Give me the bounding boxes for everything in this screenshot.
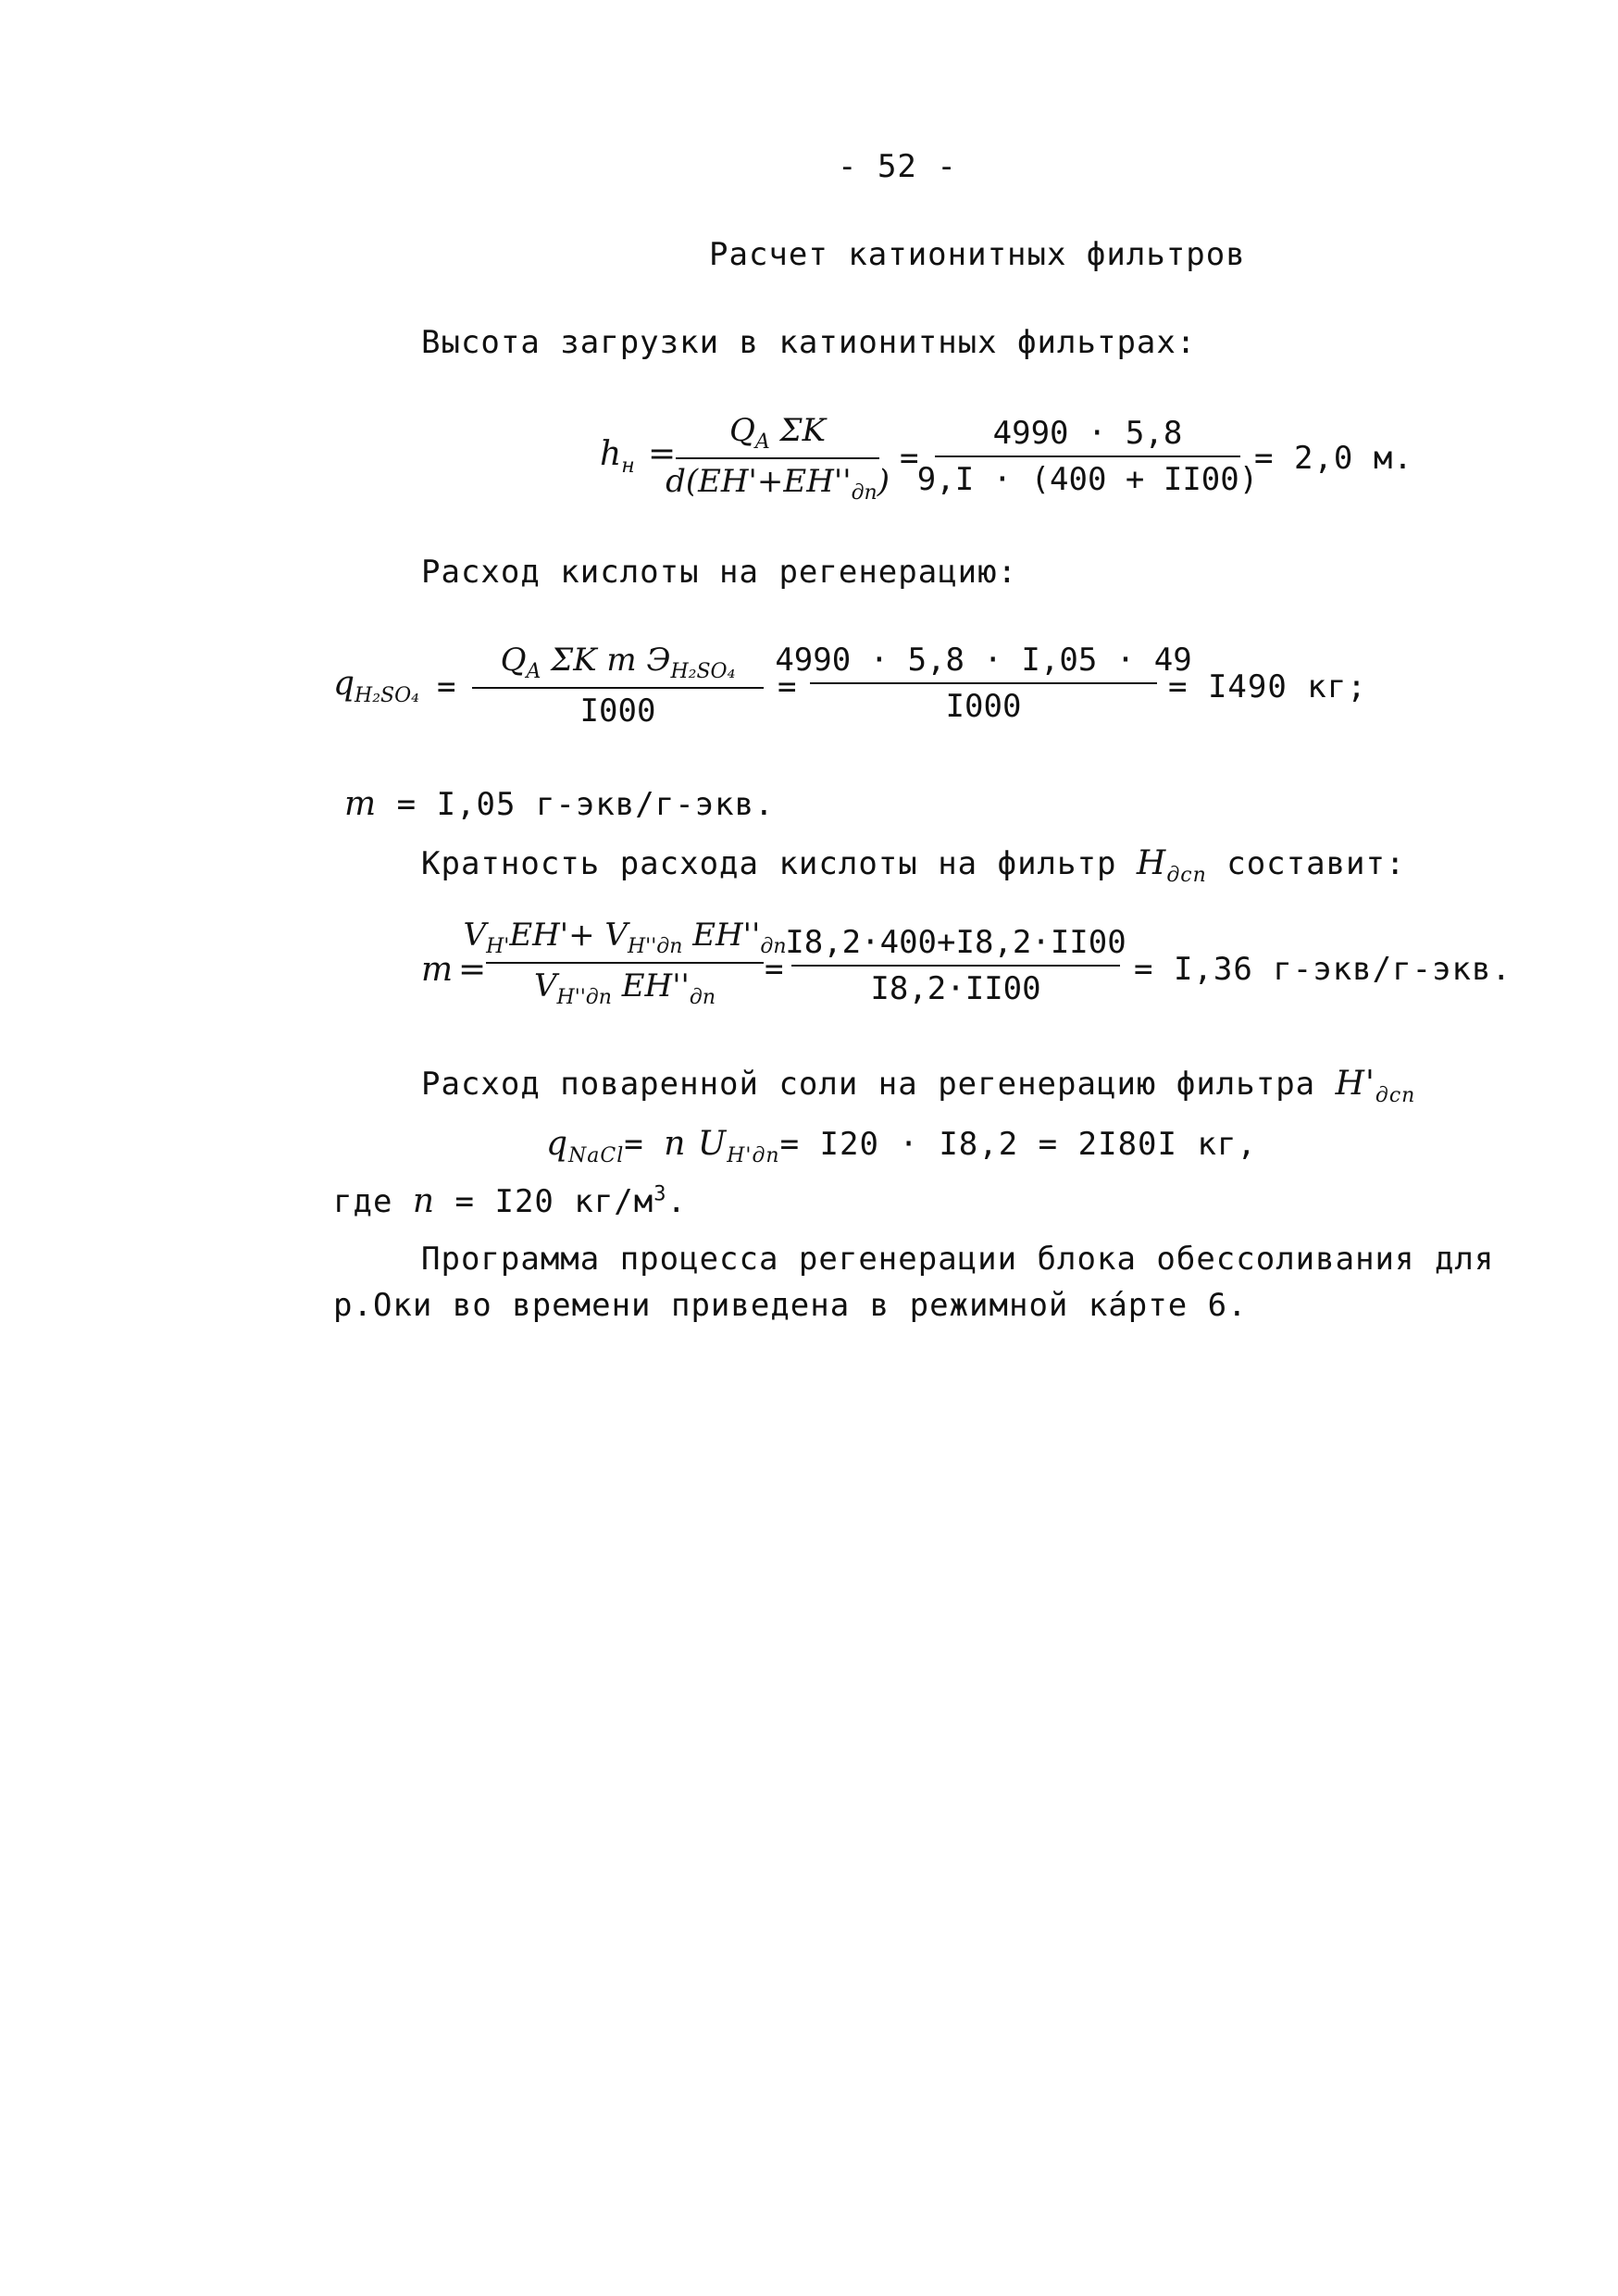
- fraction-denominator: I000: [945, 688, 1022, 725]
- fraction-bar: [810, 682, 1157, 684]
- acid-ratio-definition: m = I,05 г-экв/г-экв.: [344, 785, 775, 823]
- where-line: где n = I20 $кг/м^3$.: [333, 1182, 687, 1220]
- formula-result: = 2,0 м.: [1254, 440, 1413, 477]
- numeric-fraction: [785, 924, 1126, 1007]
- fraction-bar: [486, 962, 764, 964]
- equals-sign: =: [648, 435, 677, 473]
- fraction-bar: [935, 455, 1240, 457]
- fraction-numerator: I8,2·400+I8,2·II00: [785, 924, 1126, 961]
- equals-sign: =: [765, 951, 785, 988]
- fraction-denominator: I000: [579, 692, 656, 730]
- formula-result: = I490 кг;: [1168, 668, 1367, 705]
- paragraph-salt-consumption: Расход поваренной соли на регенерацию фильтра $H'_{дсп}$: [421, 1065, 1416, 1108]
- equals-sign: =: [778, 668, 798, 705]
- section-title: Расчет катионитных фильтров: [709, 236, 1246, 273]
- fraction-denominator: $d(EH'+EH''_{дп})$: [666, 462, 890, 505]
- paragraph-program-line-2: р.Оки во времени приведена в режимной кáрте 6.: [333, 1287, 1248, 1324]
- fraction-bar: [676, 457, 879, 459]
- equals-sign: =: [437, 668, 457, 705]
- equals-sign: =: [458, 951, 487, 989]
- fraction-denominator: $V_{H''дп}$ $EH''_{дп}$: [533, 967, 716, 1009]
- symbolic-fraction: [472, 642, 764, 730]
- fraction-denominator: 9,I · (400 + II00): [916, 461, 1259, 498]
- numeric-fraction: [775, 642, 1192, 725]
- formula-result: = I,36 г-экв/г-экв.: [1134, 951, 1512, 988]
- formula-lhs: $h_н$: [600, 435, 635, 479]
- equals-sign: =: [900, 440, 920, 477]
- paragraph-acid-ratio: Кратность расхода кислоты на фильтр $H_{дсп}$ составит:: [421, 844, 1406, 888]
- formula-lhs: m: [421, 951, 454, 989]
- symbolic-fraction: [463, 917, 787, 1009]
- fraction-denominator: I8,2·II00: [870, 970, 1041, 1007]
- fraction-numerator: $Q_A$ ΣK m $Э_{H_2SO_4}$: [500, 642, 736, 683]
- page-number: - 52 -: [838, 148, 957, 185]
- fraction-numerator: 4990 · 5,8 · I,05 · 49: [775, 642, 1192, 679]
- fraction-numerator: 4990 · 5,8: [992, 415, 1183, 452]
- fraction-numerator: $V_{H'}EH'+ V_{H''дп}$ $EH''_{дп}$: [463, 917, 787, 958]
- paragraph-acid-consumption: Расход кислоты на регенерацию:: [421, 554, 1018, 591]
- fraction-numerator: $Q_A$ ΣK: [728, 412, 826, 454]
- formula-salt-consumption: $q_{NaCl}= n$ $U_{H'дп}= I20 \cdot I8,2 = 2I80I$ кг,: [546, 1125, 1257, 1168]
- paragraph-loading-height: Высота загрузки в катионитных фильтрах:: [421, 324, 1197, 361]
- fraction-bar: [791, 965, 1120, 967]
- formula-lhs: $q_{H_2SO_4}$: [333, 665, 419, 708]
- paragraph-program-line-1: Программа процесса регенерации блока обессоливания для: [421, 1241, 1495, 1278]
- numeric-fraction: [916, 415, 1259, 498]
- fraction-bar: [472, 687, 764, 689]
- symbolic-fraction: [666, 412, 890, 505]
